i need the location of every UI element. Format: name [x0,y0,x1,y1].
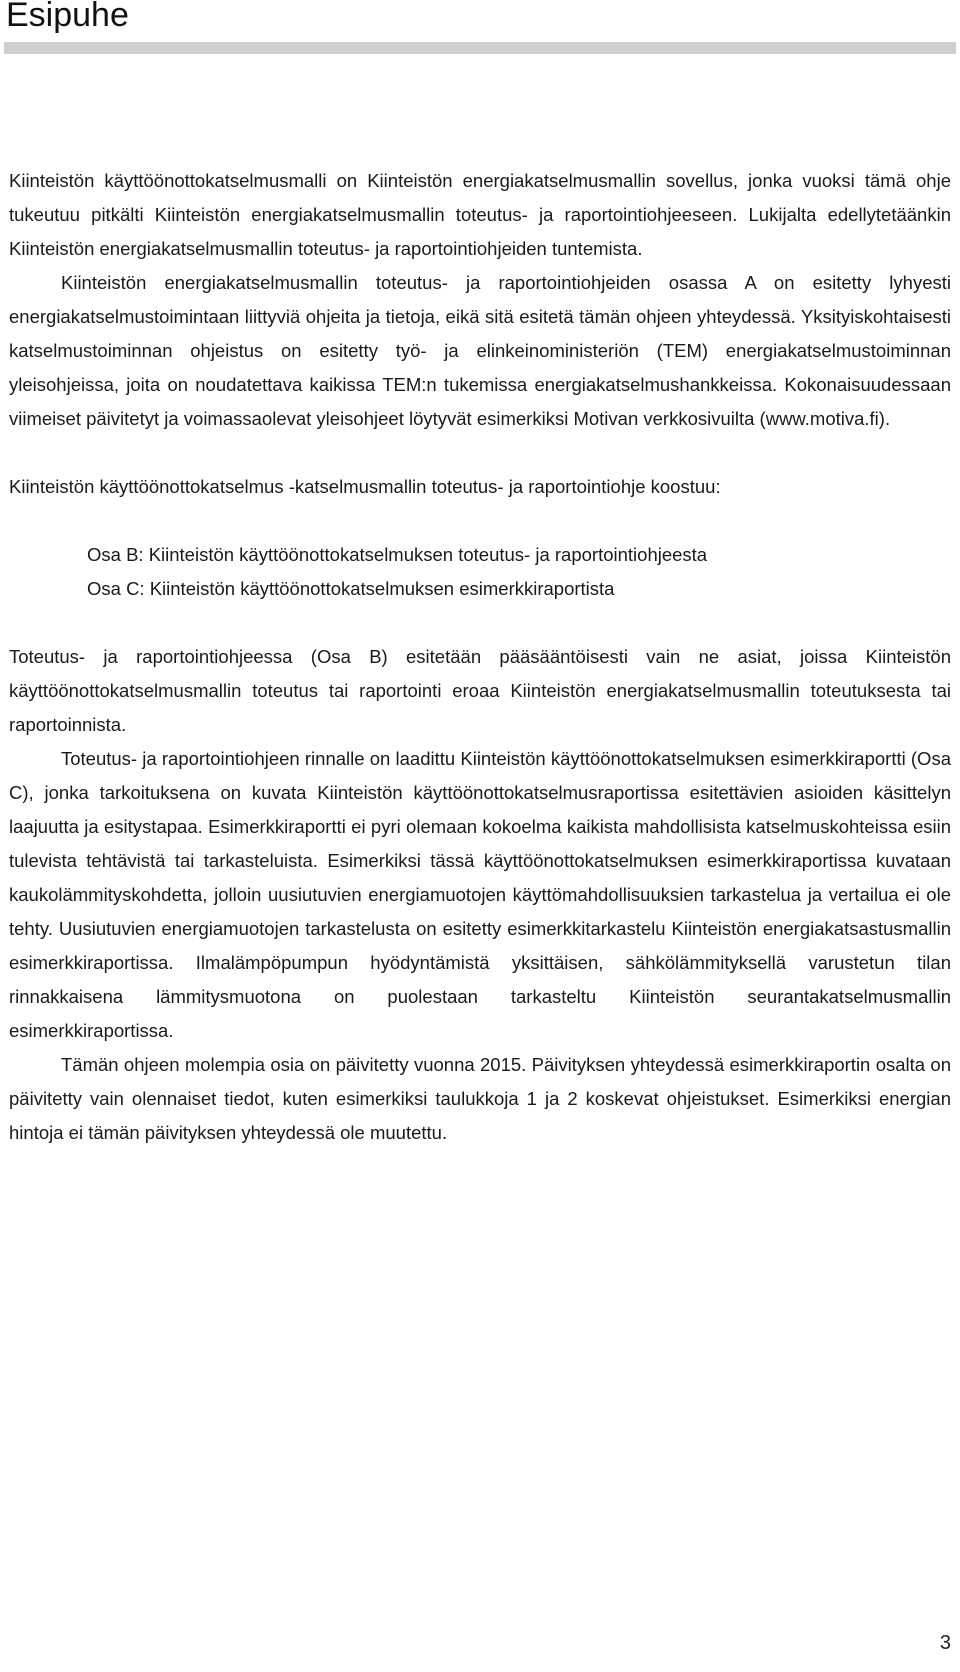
parts-list [9,538,951,606]
paragraph-intro: Kiinteistön käyttöönottokatselmusmalli on Kiinteistön energiakatselmusmallin sovellus, jonka vuoksi tämä ohje tukeutuu pitkälti Kiinteistön energiakatselmusmallin toteutus- ja raportointiohjeeseen. Lukijalta edellytetäänkin Kiinteistön energiakatselmusmallin toteutus- ja raportointiohjeiden tuntemista. [9,170,951,259]
document-body [9,164,951,1150]
page-number: 3 [939,1632,951,1654]
list-item-part-b: Osa B: Kiinteistön käyttöönottokatselmuksen toteutus- ja raportointiohjeesta [87,544,708,565]
paragraph-update-2015: Tämän ohjeen molempia osia on päivitetty vuonna 2015. Päivityksen yhteydessä esimerkkiraportin osalta on päivitetty vain olennaiset tiedot, kuten esimerkiksi taulukkoja 1 ja 2 koskevat ohjeistukset. Esimerkiksi energian hintoja ei tämän päivityksen yhteydessä ole muutettu. [9,1054,951,1143]
paragraph-composition: Kiinteistön käyttöönottokatselmus -katselmusmallin toteutus- ja raportointiohje koostuu: [9,476,721,497]
list-item-part-c: Osa C: Kiinteistön käyttöönottokatselmuksen esimerkkiraportista [87,578,615,599]
paragraph-example-report: Toteutus- ja raportointiohjeen rinnalle on laadittu Kiinteistön käyttöönottokatselmuksen esimerkkiraportti (Osa C), jonka tarkoituksena on kuvata Kiinteistön käyttöönottokatselmusraportissa esitettävien asioiden käsittelyn laajuutta ja esitystapaa. Esimerkkiraportti ei pyri olemaan kokoelma kaikista mahdollisista katselmuskohteissa esiin tulevista tehtävistä tai tarkasteluista. Esimerkiksi tässä käyttöönottokatselmuksen esimerkkiraportissa kuvataan kaukolämmityskohdetta, jolloin uusiutuvien energiamuotojen käyttömahdollisuuksien tarkastelua ja vertailua ei ole tehty. Uusiutuvien energiamuotojen tarkastelusta on esitetty esimerkkitarkastelu Kiinteistön energiakatsastusmallin esimerkkiraportissa. Ilmalämpöpumpun hyödyntämistä yksittäisen, sähkölämmityksellä varustetun tilan rinnakkaisena lämmitysmuotona on puolestaan tarkasteltu Kiinteistön seurantakatselmusmallin esimerkkiraportissa. [9,748,951,1041]
page-heading: Esipuhe [6,0,129,34]
paragraph-part-b-scope: Toteutus- ja raportointiohjeessa (Osa B) esitetään pääsääntöisesti vain ne asiat, joissa Kiinteistön käyttöönottokatselmusmallin toteutus tai raportointi eroaa Kiinteistön energiakatselmusmallin toteutuksesta tai raportoinnista. [9,646,951,735]
paragraph-part-a: Kiinteistön energiakatselmusmallin toteutus- ja raportointiohjeiden osassa A on esitetty lyhyesti energiakatselmustoimintaan liittyviä ohjeita ja tietoja, eikä sitä esitetä tämän ohjeen yhteydessä. Yksityiskohtaisesti katselmustoiminnan ohjeistus on esitetty työ- ja elinkeinoministeriön (TEM) energiakatselmustoiminnan yleisohjeissa, joita on noudatettava kaikissa TEM:n tukemissa energiakatselmushankkeissa. Kokonaisuudessaan viimeiset päivitetyt ja voimassaolevat yleisohjeet löytyvät esimerkiksi Motivan verkkosivuilta (www.motiva.fi). [9,272,951,429]
heading-underline-rule [4,42,956,54]
